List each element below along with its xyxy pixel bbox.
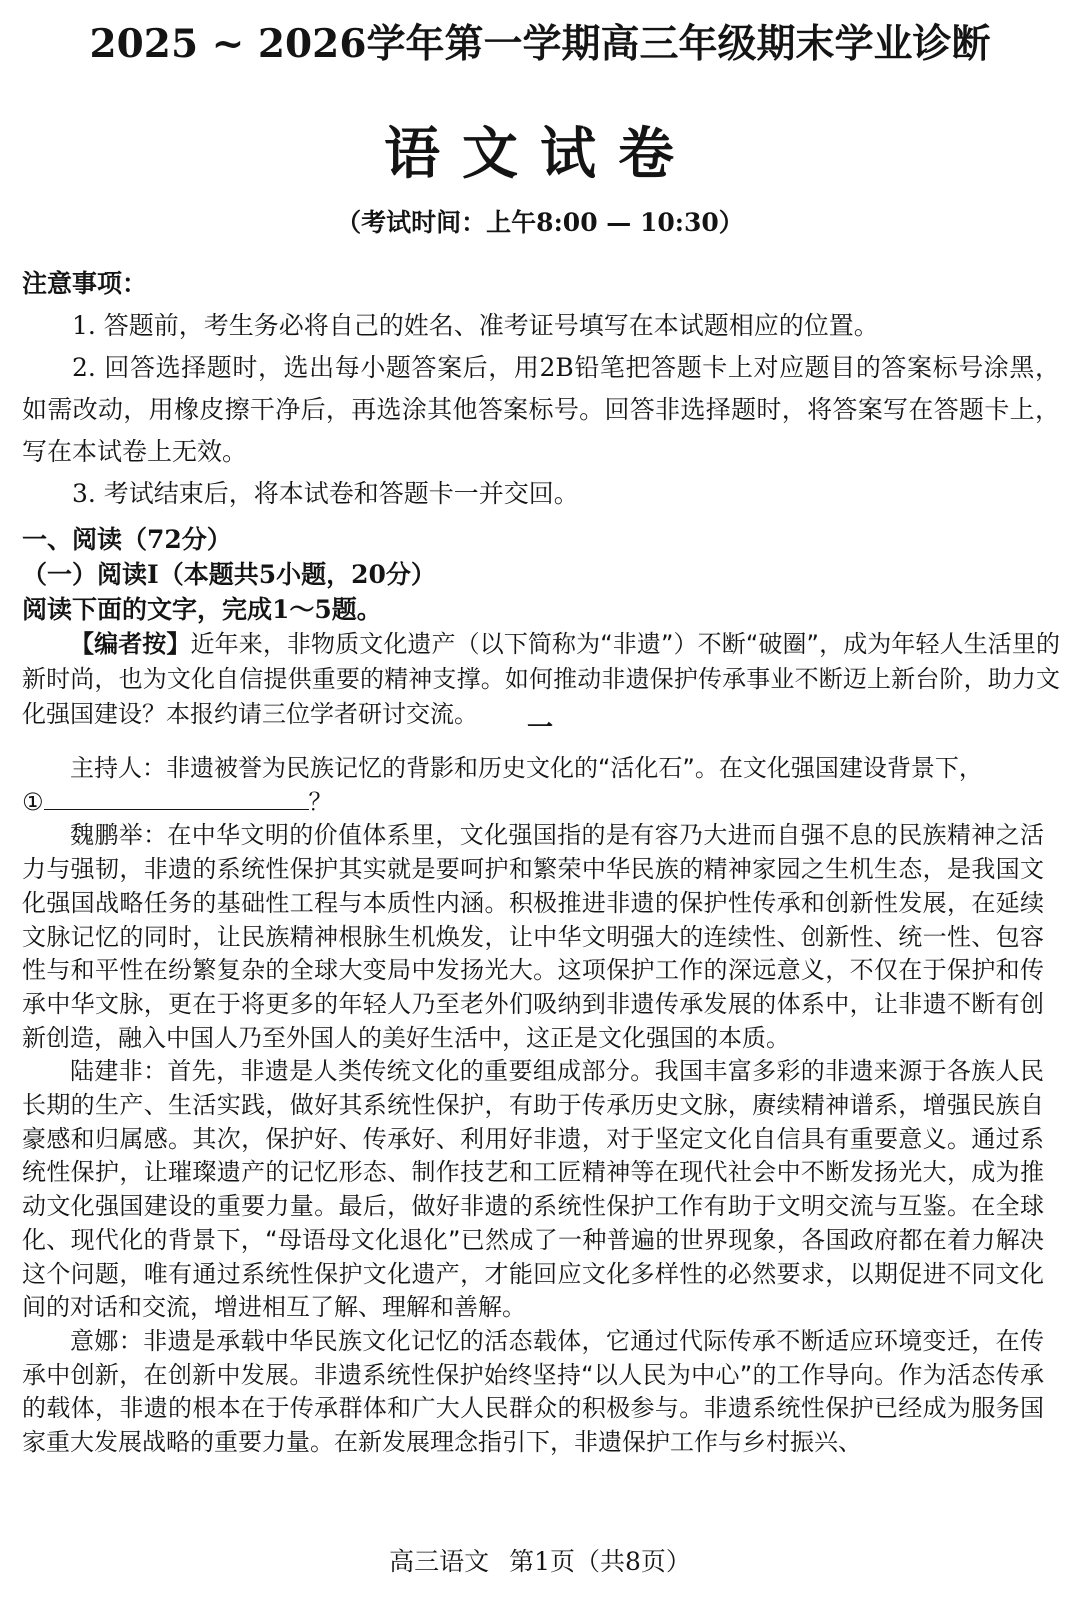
host-paragraph	[22, 752, 1044, 819]
blank-end: ？	[308, 787, 333, 816]
paragraph-lu: 陆建非：首先，非遗是人类传统文化的重要组成部分。我国丰富多彩的非遗来源于各族人民长期的生产、生活实践，做好其系统性保护，有助于传承历史文脉，赓续精神谱系，增强民族自豪感和归属感。其次，保护好、传承好、利用好非遗，对于坚定文化自信具有重要意义。通过系统性保护，让璀璨遗产的记忆形态、制作技艺和工匠精神等在现代社会中不断发扬光大，成为推动文化强国建设的重要力量。最后，做好非遗的系统性保护工作有助于文明交流与互鉴。在全球化、现代化的背景下，“母语母文化退化”已然成了一种普遍的世界现象，各国政府都在着力解决这个问题，唯有通过系统性保护文化遗产，才能回应文化多样性的必然要求，以期促进不同文化间的对话和交流，增进相互了解、理解和善解。	[22, 1057, 1044, 1322]
reading-section	[22, 522, 1060, 732]
exam-time: （考试时间：上午8:00 — 10:30）	[336, 208, 744, 237]
editor-note-label: 【编者按】	[70, 630, 191, 658]
paragraph-yi: 意娜：非遗是承载中华民族文化记忆的活态载体，它通过代际传承不断适应环境变迁，在传承中创新，在创新中发展。非遗系统性保护始终坚持“以人民为中心”的工作导向。作为活态传承的载体，非遗的根本在于传承群体和广大人民群众的积极参与。非遗系统性保护已经成为服务国家重大发展战略的重要力量。在新发展理念指引下，非遗保护工作与乡村振兴、	[22, 1326, 1044, 1457]
exam-title: 2025 ~ 2026学年第一学期高三年级期末学业诊断	[89, 21, 991, 67]
footer-page: 第1页（共8页）	[509, 1547, 691, 1576]
notice-item: 2. 回答选择题时，选出每小题答案后，用2B铅笔把答题卡上对应题目的答案标号涂黑，如需改动，用橡皮擦干净后，再选涂其他答案标号。回答非选择题时，将答案写在答题卡上，写在本试卷上无效。	[22, 353, 1060, 466]
notice-item: 3. 考试结束后，将本试卷和答题卡一并交回。	[72, 479, 579, 508]
blank-marker: ①	[22, 787, 44, 816]
notice-heading: 注意事项：	[22, 269, 148, 298]
paper-title: 语文试卷	[384, 121, 696, 187]
host-text: 主持人：非遗被誉为民族记忆的背影和历史文化的“活化石”。在文化强国建设背景下，	[70, 754, 983, 782]
footer-subject: 高三语文	[389, 1547, 490, 1576]
part-marker: 一	[526, 713, 553, 743]
notice-block	[22, 263, 1060, 515]
discussion-text	[22, 752, 1044, 1460]
page-footer	[0, 1545, 1080, 1579]
editor-note-text: 近年来，非物质文化遗产（以下简称为“非遗”）不断“破圈”，成为年轻人生活里的新时尚，也为文化自信提供重要的精神支撑。如何推动非遗保护传承事业不断迈上新台阶，助力文化强国建设？本报约请三位学者研讨交流。	[22, 630, 1061, 728]
section-heading: 一、阅读（72分）	[22, 525, 232, 554]
paragraph-wei: 魏鹏举：在中华文明的价值体系里，文化强国指的是有容乃大进而自强不息的民族精神之活力与强韧，非遗的系统性保护其实就是要呵护和繁荣中华民族的精神家园之生机生态，是我国文化强国战略任务的基础性工程与本质性内涵。积极推进非遗的保护性传承和创新性发展，在延续文脉记忆的同时，让民族精神根脉生机焕发，让中华文明强大的连续性、创新性、统一性、包容性与和平性在纷繁复杂的全球大变局中发扬光大。这项保护工作的深远意义，不仅在于保护和传承中华文脉，更在于将更多的年轻人乃至老外们吸纳到非遗传承发展的体系中，让非遗不断有创新创造，融入中国人乃至外国人的美好生活中，这正是文化强国的本质。	[22, 821, 1044, 1052]
notice-item: 1. 答题前，考生务必将自己的姓名、准考证号填写在本试题相应的位置。	[72, 311, 879, 340]
sub-heading: （一）阅读Ⅰ（本题共5小题，20分）	[22, 560, 436, 589]
answer-blank	[44, 787, 309, 810]
reading-instruction: 阅读下面的文字，完成1～5题。	[22, 595, 382, 624]
